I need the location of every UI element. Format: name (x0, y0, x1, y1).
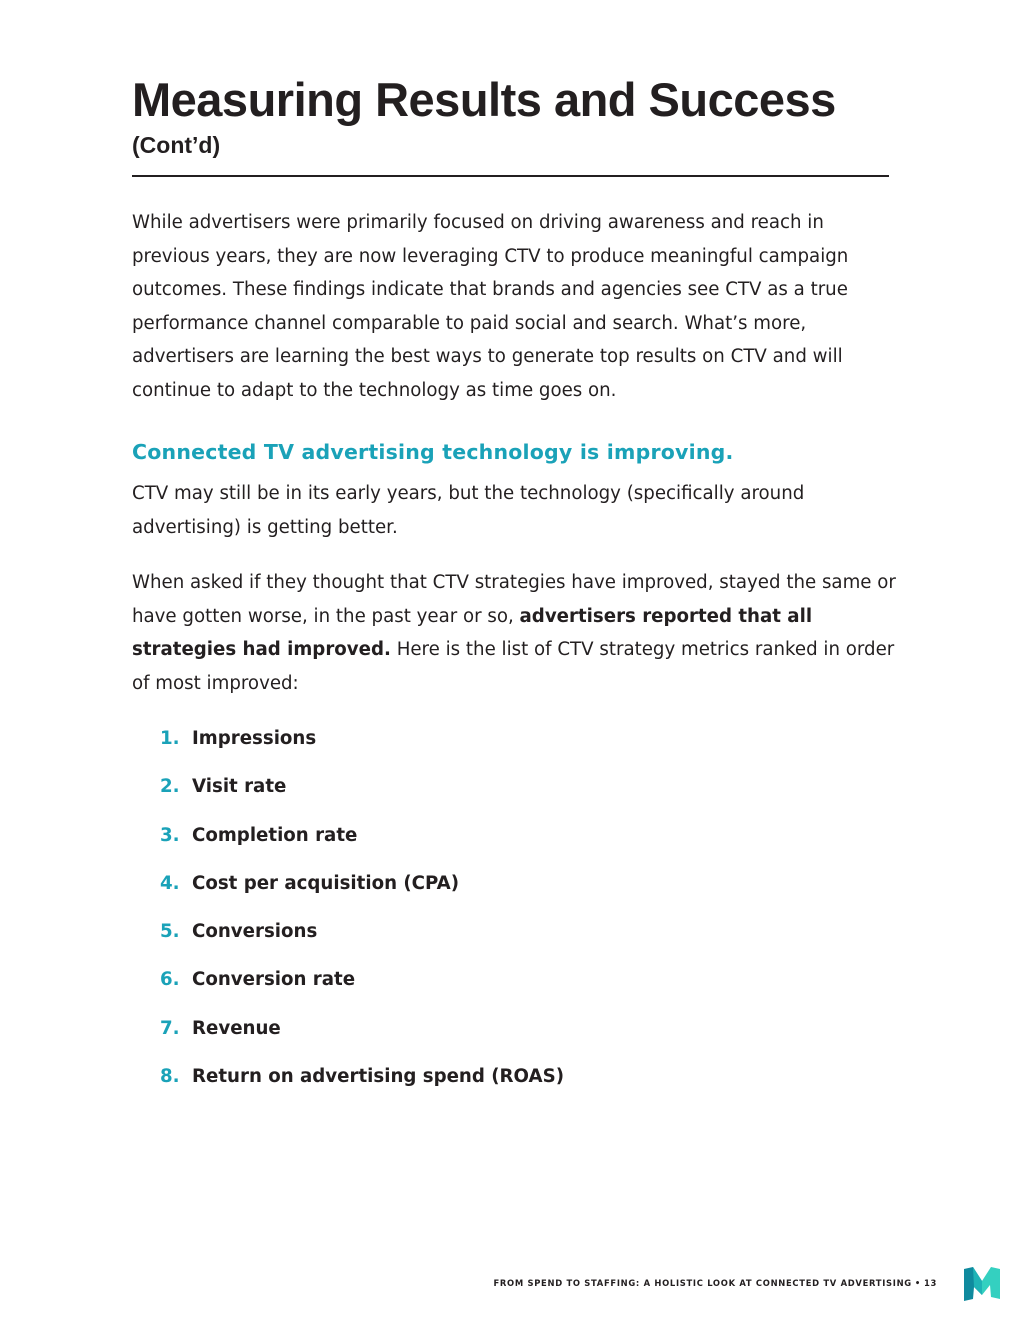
title-divider (132, 175, 889, 177)
list-item-label: Return on advertising spend (ROAS) (192, 1066, 564, 1088)
survey-paragraph-tail: Here is the list of CTV strategy metrics ranked in order of most improved: (132, 639, 895, 694)
m-brand-logo-icon (962, 1265, 1002, 1301)
section-paragraph: CTV may still be in its early years, but the technology (specifically around advertising) is getting better. (132, 483, 805, 538)
survey-paragraph (132, 566, 897, 700)
footer-document-title: FROM SPEND TO STAFFING: A HOLISTIC LOOK AT CONNECTED TV ADVERTISING (493, 1278, 912, 1288)
intro-paragraph: While advertisers were primarily focused on driving awareness and reach in previous years, they are now leveraging CTV to produce meaningful campaign outcomes. These findings indicate that brands and agencies see CTV as a true performance channel comparable to paid social and search. What’s more, advertisers are learning the best ways to generate top results on CTV and will continue to adapt to the technology as time goes on. (132, 212, 849, 401)
list-item (160, 722, 564, 770)
list-item-number: 8. (160, 1066, 180, 1088)
list-item (160, 1060, 564, 1108)
list-item-number: 1. (160, 728, 180, 749)
ranked-metrics-list (160, 722, 564, 1108)
list-item-number: 2. (160, 776, 180, 798)
survey-paragraph-lead: When asked if they thought that CTV strategies have improved, stayed the same or have gotten worse, in the past year or so, (132, 572, 896, 627)
list-item-number: 3. (160, 824, 180, 846)
list-item (160, 770, 564, 818)
list-item-number: 6. (160, 969, 180, 991)
list-item-label: Cost per acquisition (CPA) (192, 872, 460, 894)
list-item-label: Conversions (192, 921, 318, 943)
list-item-label: Completion rate (192, 824, 358, 846)
section-heading: Connected TV advertising technology is improving. (132, 440, 734, 464)
footer-separator: • (914, 1278, 921, 1288)
page-title: Measuring Results and Success (132, 73, 836, 126)
list-item (160, 867, 564, 915)
list-item-number: 4. (160, 872, 180, 894)
list-item (160, 915, 564, 963)
list-item-label: Revenue (192, 1017, 281, 1039)
list-item (160, 963, 564, 1011)
footer-running-title (493, 1276, 937, 1290)
list-item-number: 5. (160, 921, 180, 943)
list-item (160, 1012, 564, 1060)
page-subtitle: (Cont’d) (132, 132, 221, 158)
list-item-label: Visit rate (192, 776, 287, 798)
list-item-number: 7. (160, 1017, 180, 1039)
list-item-label: Impressions (192, 728, 317, 749)
list-item (160, 819, 564, 867)
footer-page-number: 13 (923, 1278, 937, 1288)
list-item-label: Conversion rate (192, 969, 356, 991)
survey-paragraph-highlight: advertisers reported that all strategies had improved. (132, 605, 813, 660)
